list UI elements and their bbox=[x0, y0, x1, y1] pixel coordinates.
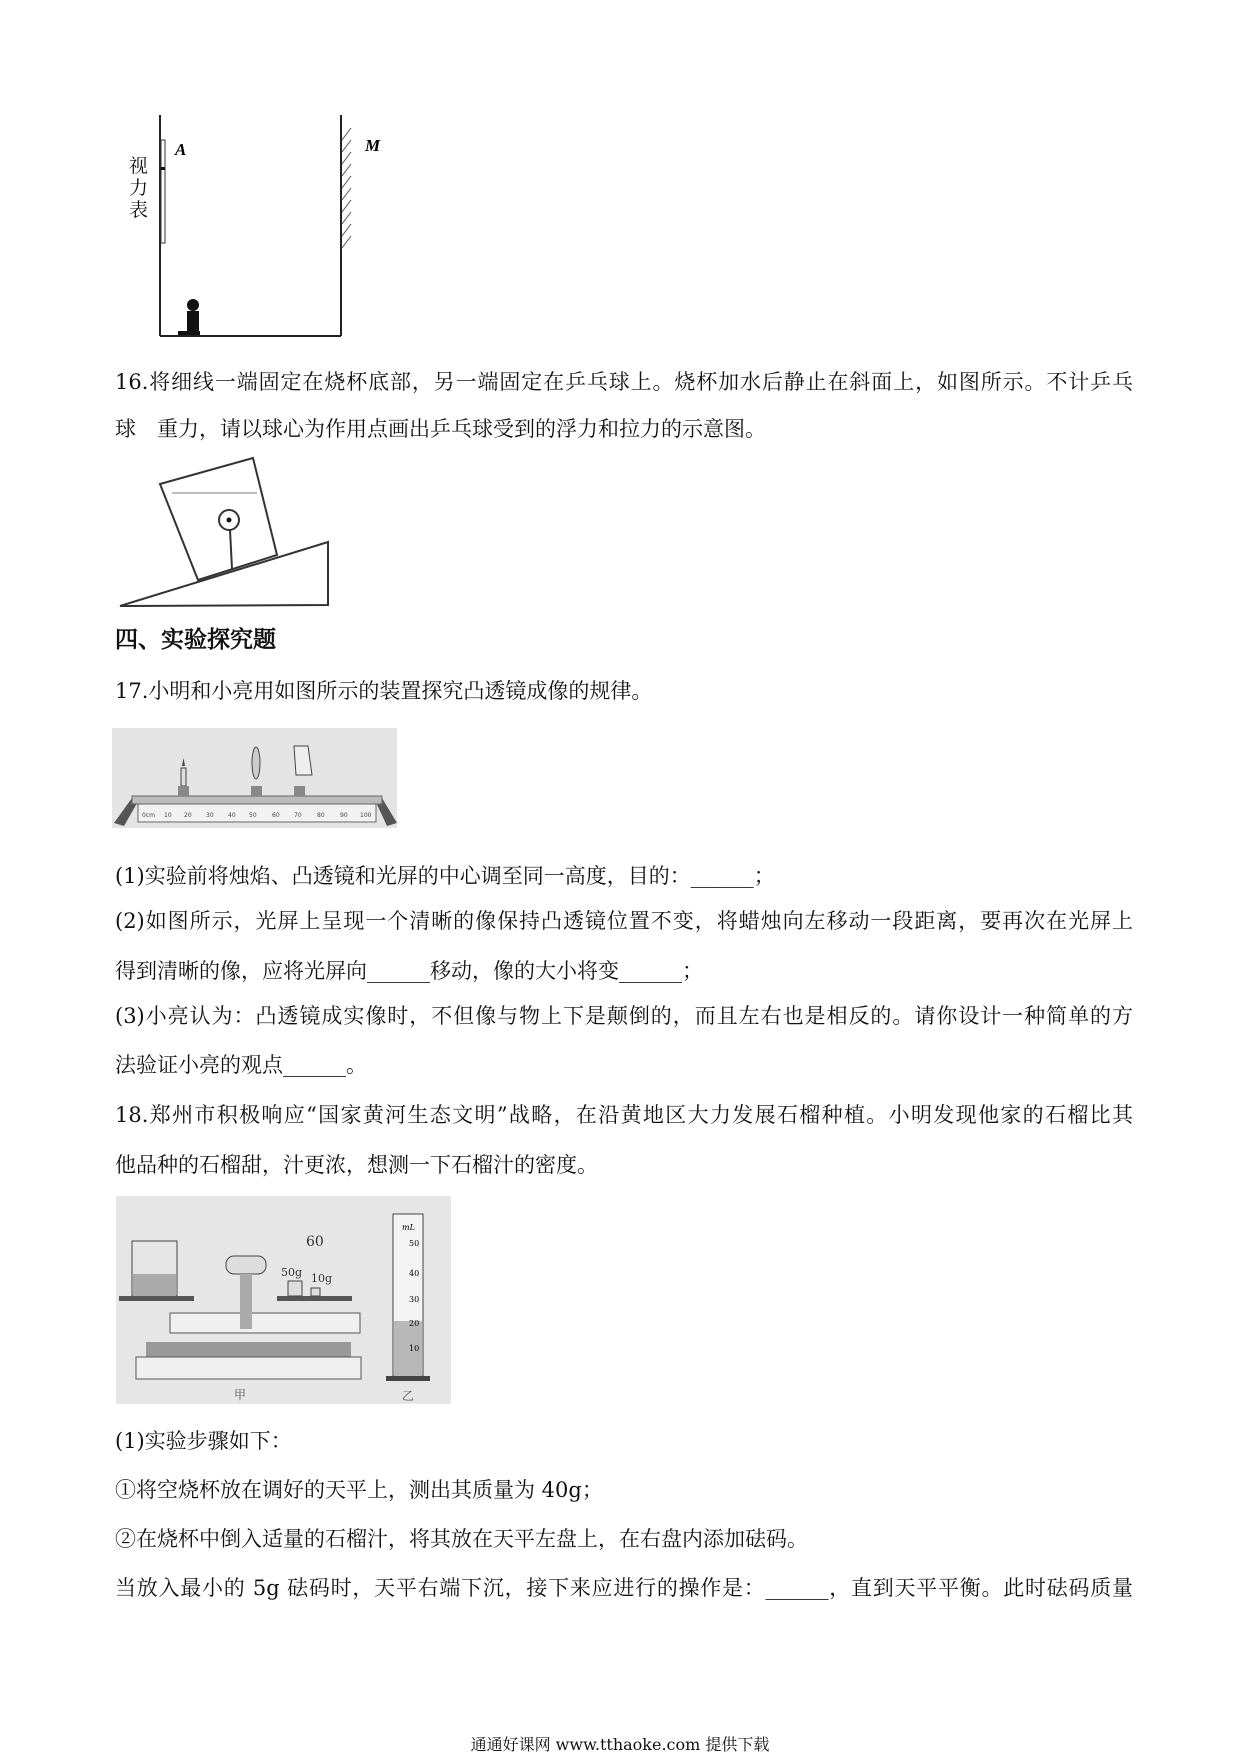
q18-line2: 他品种的石榴甜，汁更浓，想测一下石榴汁的密度。 bbox=[115, 1153, 598, 1177]
note-60: 60 bbox=[306, 1234, 324, 1250]
measuring-cylinder bbox=[386, 1214, 430, 1381]
label-m: M bbox=[365, 136, 381, 155]
cyl-10: 10 bbox=[409, 1344, 420, 1353]
q17-part1: (1)实验前将烛焰、凸透镜和光屏的中心调至同一高度，目的：______； bbox=[115, 864, 775, 888]
optical-bench-photo bbox=[112, 728, 402, 832]
q17-part3-line2: 法验证小亮的观点______。 bbox=[115, 1053, 367, 1077]
tick-30: 30 bbox=[206, 812, 214, 819]
tick-90: 90 bbox=[340, 812, 348, 819]
tick-50: 50 bbox=[249, 812, 257, 819]
q18-part1: (1)实验步骤如下： bbox=[115, 1429, 292, 1453]
label-yi: 乙 bbox=[402, 1389, 415, 1403]
incline bbox=[120, 542, 328, 606]
footer: 通通好课网 www.tthaoke.com 提供下载 bbox=[470, 1735, 770, 1754]
cylinder-unit: mL bbox=[402, 1223, 415, 1232]
q18-step2: ②在烧杯中倒入适量的石榴汁，将其放在天平左盘上，在右盘内添加砝码。 bbox=[115, 1527, 808, 1551]
person-icon bbox=[178, 299, 200, 335]
balance-cylinder-photo bbox=[116, 1196, 456, 1408]
tick-100: 100 bbox=[360, 812, 372, 819]
string bbox=[230, 530, 232, 569]
eye-chart-label: 视力表 bbox=[129, 155, 149, 221]
tick-0: 0cm bbox=[142, 812, 155, 819]
tick-10: 10 bbox=[164, 812, 172, 819]
eye-chart-board bbox=[161, 140, 165, 243]
q16-line2: 球 重力，请以球心为作用点画出乒乓球受到的浮力和拉力的示意图。 bbox=[115, 417, 766, 441]
q18-step3: 当放入最小的 5g 砝码时，天平右端下沉，接下来应进行的操作是：______，直到天平平衡。此时砝码质量 bbox=[115, 1576, 1133, 1600]
q18-step1: ①将空烧杯放在调好的天平上，测出其质量为 40g； bbox=[115, 1478, 603, 1502]
cyl-50: 50 bbox=[409, 1239, 420, 1248]
tick-70: 70 bbox=[294, 812, 302, 819]
q17-part2-line1: (2)如图所示，光屏上呈现一个清晰的像保持凸透镜位置不变，将蜡烛向左移动一段距离，要再次在光屏上 bbox=[115, 909, 1133, 933]
beaker-incline-diagram bbox=[110, 440, 350, 620]
label-jia: 甲 bbox=[234, 1388, 247, 1402]
q17-part3-line1: (3)小亮认为：凸透镜成实像时，不但像与物上下是颠倒的，而且左右也是相反的。请你设计一种简单的方 bbox=[115, 1004, 1133, 1028]
mirror-hatching bbox=[342, 128, 351, 248]
q16-line1: 16.将细线一端固定在烧杯底部，另一端固定在乒乓球上。烧杯加水后静止在斜面上，如图所示。不计乒乓 bbox=[115, 370, 1133, 394]
q17-stem: 17.小明和小亮用如图所示的装置探究凸透镜成像的规律。 bbox=[115, 679, 653, 703]
label-a: A bbox=[175, 140, 187, 159]
eye-chart-mirror-diagram bbox=[110, 100, 410, 345]
tick-20: 20 bbox=[184, 812, 192, 819]
q17-part2-line2: 得到清晰的像，应将光屏向______移动，像的大小将变______； bbox=[115, 959, 703, 983]
tick-40: 40 bbox=[228, 812, 236, 819]
weight-50g: 50g bbox=[281, 1266, 303, 1279]
weight-10g: 10g bbox=[311, 1272, 333, 1285]
section-heading: 四、实验探究题 bbox=[115, 627, 276, 653]
cyl-40: 40 bbox=[409, 1269, 420, 1278]
tick-80: 80 bbox=[317, 812, 325, 819]
cyl-20: 20 bbox=[409, 1319, 420, 1328]
cyl-30: 30 bbox=[409, 1295, 420, 1304]
tick-60: 60 bbox=[272, 812, 280, 819]
q18-line1: 18.郑州市积极响应“国家黄河生态文明”战略，在沿黄地区大力发展石榴种植。小明发现他家的石榴比其 bbox=[115, 1103, 1133, 1127]
